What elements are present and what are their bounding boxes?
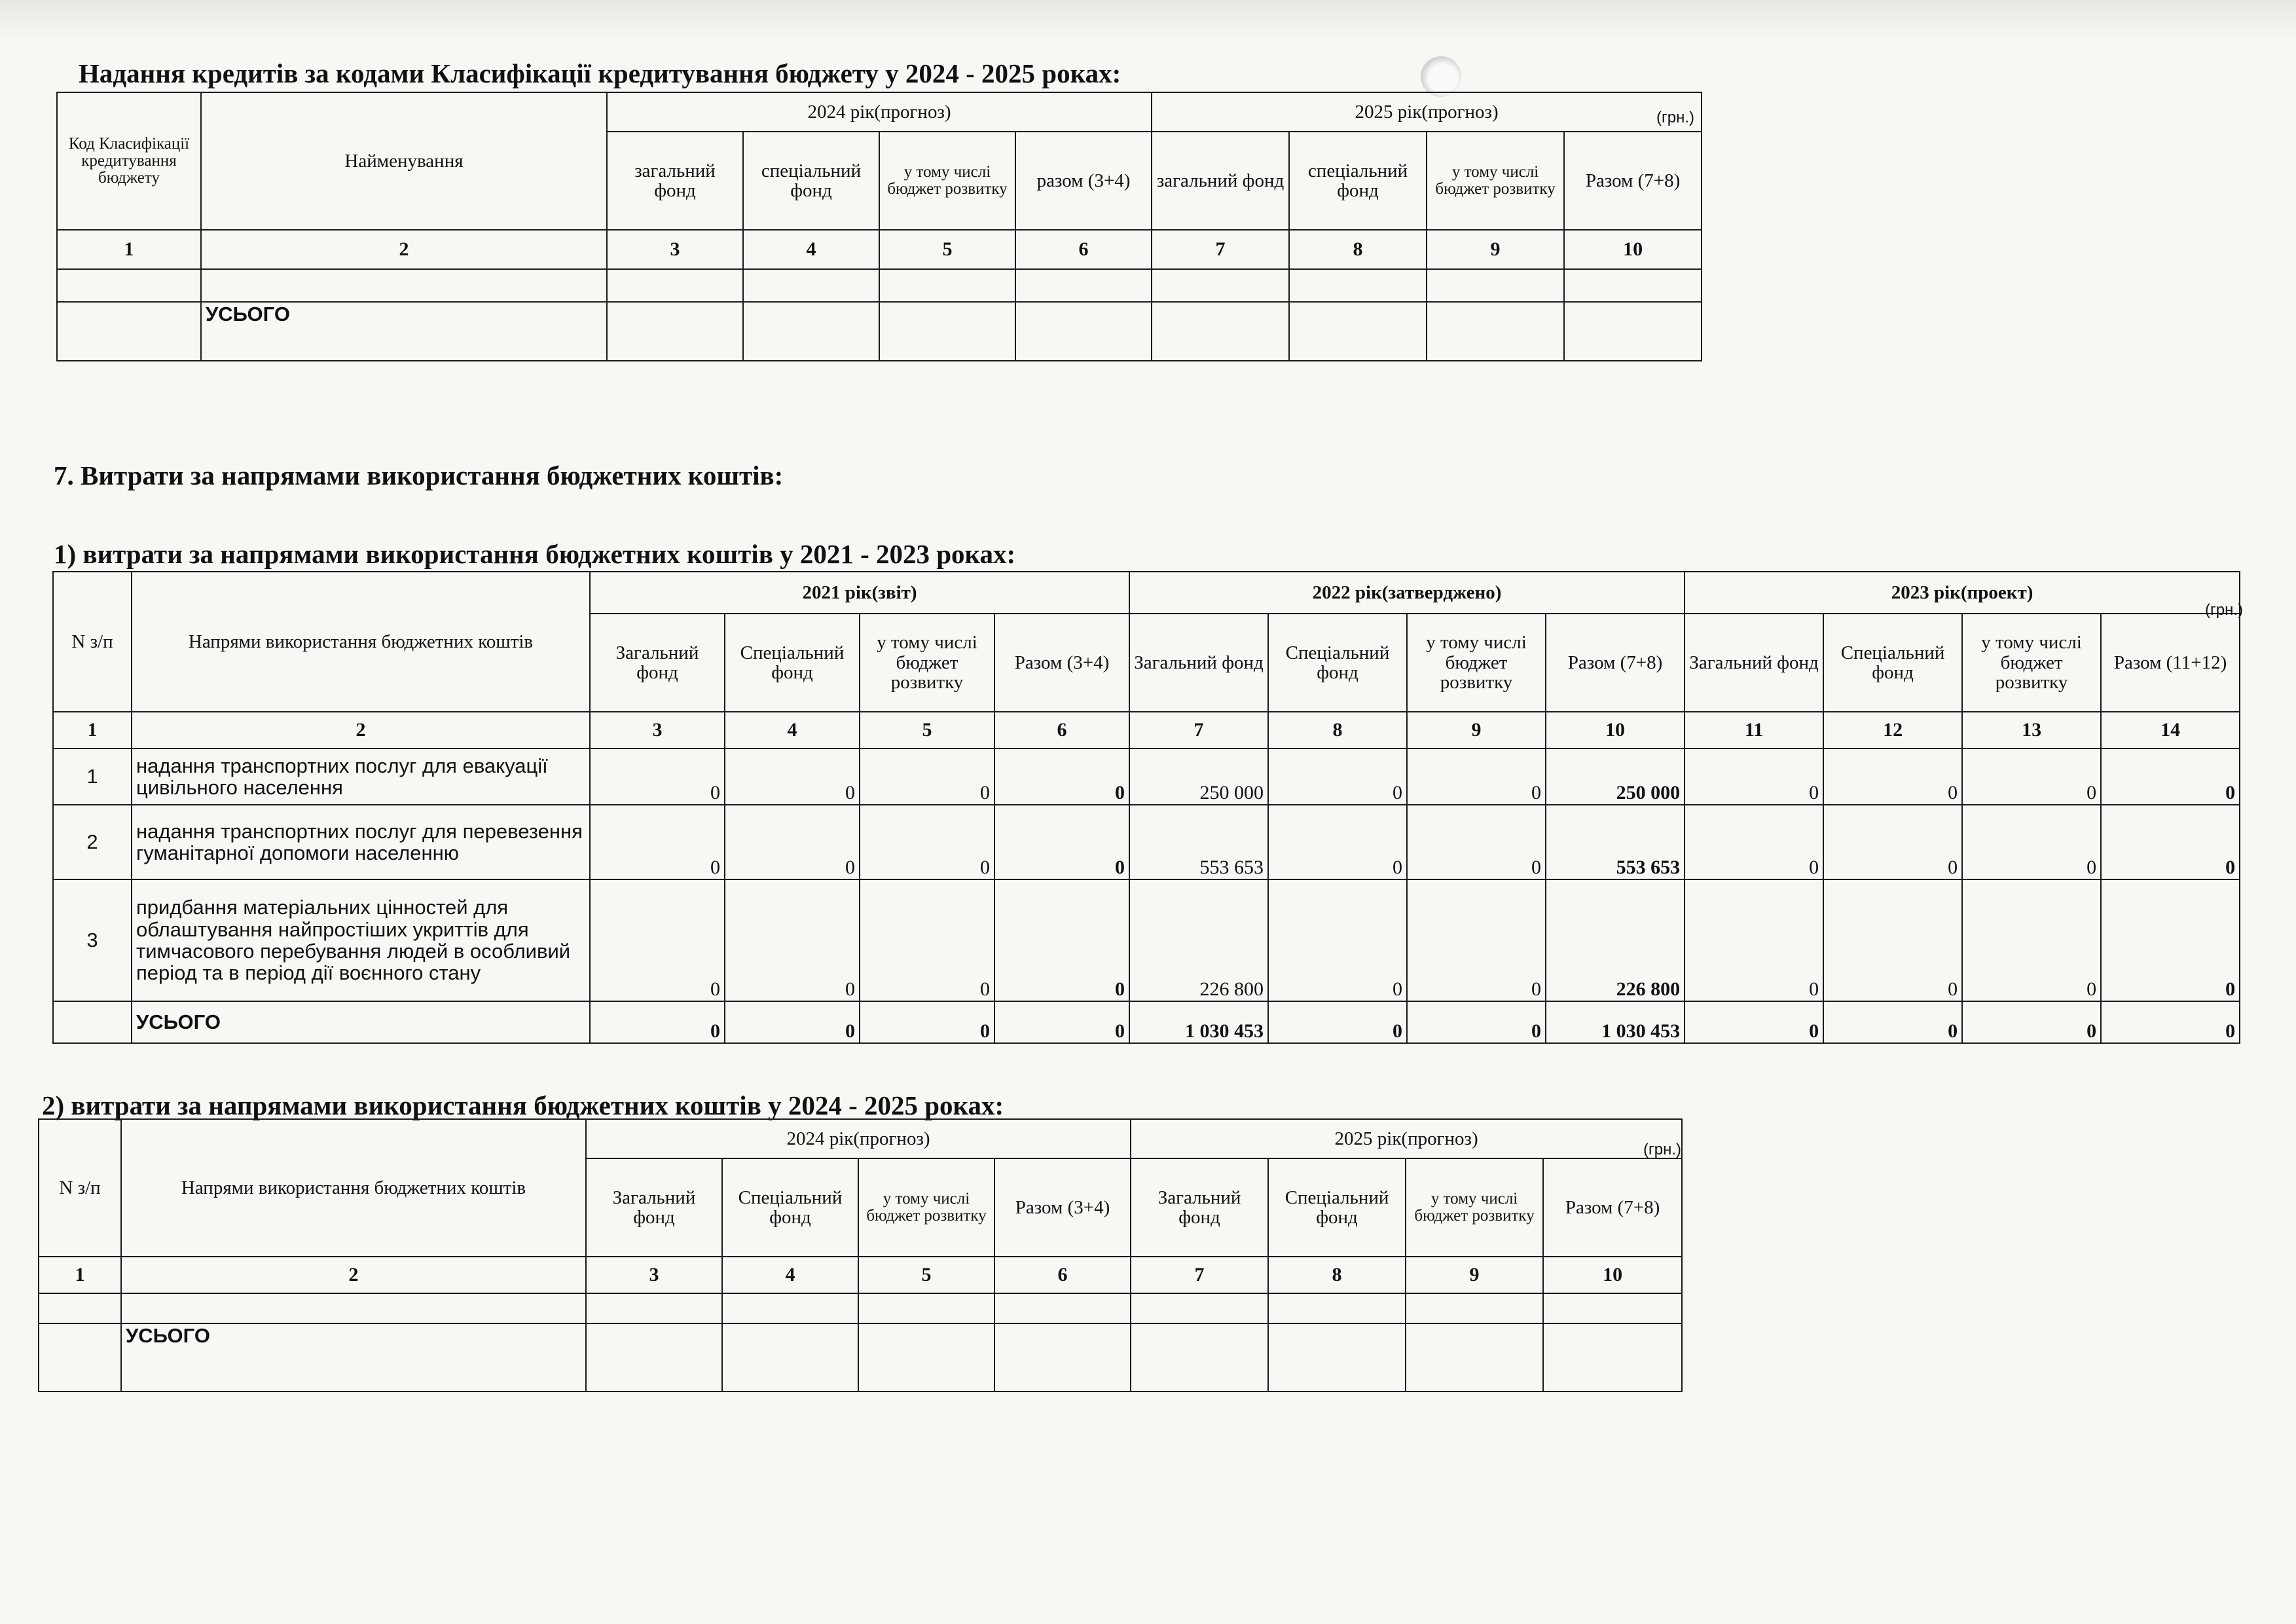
cell-value: 0 bbox=[1685, 748, 1823, 805]
col-number: 2 bbox=[132, 712, 590, 748]
col-number: 12 bbox=[1823, 712, 1962, 748]
col-number: 7 bbox=[1131, 1257, 1268, 1293]
col-header: Спеціальний фонд bbox=[722, 1158, 858, 1257]
cell-value: 0 bbox=[1407, 748, 1546, 805]
total-row bbox=[57, 302, 1702, 361]
col-header: Разом (7+8) bbox=[1543, 1158, 1682, 1257]
year-2024-header: 2024 рік(прогноз) bbox=[607, 92, 1152, 132]
cell-value: 0 bbox=[1823, 805, 1962, 879]
col-number: 9 bbox=[1427, 230, 1564, 269]
section6-heading: Надання кредитів за кодами Класифікації кредитування бюджету у 2024 - 2025 роках: bbox=[79, 58, 1121, 88]
table2-heading: 2) витрати за напрямами використання бюджетних коштів у 2024 - 2025 роках: bbox=[42, 1090, 1004, 1120]
col-number: 1 bbox=[39, 1257, 121, 1293]
cell-value: 0 bbox=[1685, 879, 1823, 1001]
total-label: УСЬОГО bbox=[121, 1323, 586, 1392]
col-header: у тому числі бюджет розвитку bbox=[858, 1158, 994, 1257]
year-2025-header: 2025 рік(прогноз) bbox=[1152, 92, 1702, 132]
cell-value: 0 bbox=[860, 879, 994, 1001]
total-value: 0 bbox=[1268, 1001, 1407, 1043]
col-number: 6 bbox=[1015, 230, 1152, 269]
total-value: 0 bbox=[1962, 1001, 2101, 1043]
col-header: Загальний фонд bbox=[590, 614, 725, 712]
col-number: 6 bbox=[994, 1257, 1131, 1293]
row-direction: надання транспортних послуг для перевезення гуманітарної допомоги населенню bbox=[132, 805, 590, 879]
table-row bbox=[39, 1293, 1682, 1323]
col-number: 13 bbox=[1962, 712, 2101, 748]
section7-heading: 7. Витрати за напрямами використання бюджетних коштів: bbox=[54, 460, 784, 490]
total-value: 1 030 453 bbox=[1546, 1001, 1685, 1043]
table-row bbox=[53, 748, 2240, 805]
col-header: Спеціальний фонд bbox=[1268, 1158, 1406, 1257]
cell-value: 0 bbox=[1407, 879, 1546, 1001]
total-row bbox=[39, 1323, 1682, 1392]
cell-value: 226 800 bbox=[1129, 879, 1268, 1001]
row-direction: надання транспортних послуг для евакуації цивільного населення bbox=[132, 748, 590, 805]
year-2024-header: 2024 рік(прогноз) bbox=[586, 1119, 1131, 1158]
col-number: 5 bbox=[879, 230, 1015, 269]
cell-value: 0 bbox=[860, 748, 994, 805]
col-direction-header: Напрями використання бюджетних коштів bbox=[132, 572, 590, 712]
section6-unit: (грн.) bbox=[1656, 109, 1695, 126]
col-number: 2 bbox=[121, 1257, 586, 1293]
col-number: 10 bbox=[1564, 230, 1702, 269]
col-number: 5 bbox=[860, 712, 994, 748]
col-name-header: Найменування bbox=[201, 92, 607, 230]
year-2022-header: 2022 рік(затверджено) bbox=[1129, 572, 1685, 614]
table1-heading: 1) витрати за напрямами використання бюджетних коштів у 2021 - 2023 роках: bbox=[54, 539, 1016, 569]
year-2025-header: 2025 рік(прогноз) bbox=[1131, 1119, 1682, 1158]
cell-value: 0 bbox=[1268, 879, 1407, 1001]
cell-value: 0 bbox=[1685, 805, 1823, 879]
col-header: Загальний фонд bbox=[586, 1158, 722, 1257]
table-row bbox=[53, 805, 2240, 879]
total-label: УСЬОГО bbox=[201, 302, 607, 361]
total-value: 0 bbox=[725, 1001, 860, 1043]
col-header: Разом (11+12) bbox=[2101, 614, 2240, 712]
cell-value: 0 bbox=[590, 805, 725, 879]
col-number: 3 bbox=[586, 1257, 722, 1293]
row-number: 2 bbox=[53, 805, 132, 879]
year-2023-header: 2023 рік(проект) bbox=[1685, 572, 2240, 614]
col-number: 7 bbox=[1152, 230, 1289, 269]
col-header: у тому числі бюджет розвитку bbox=[860, 614, 994, 712]
scan-edge-shadow bbox=[0, 0, 2296, 39]
col-number: 1 bbox=[53, 712, 132, 748]
cell-value: 0 bbox=[1268, 748, 1407, 805]
cell-value: 553 653 bbox=[1129, 805, 1268, 879]
col-header: спеціальний фонд bbox=[743, 132, 879, 230]
col-number: 9 bbox=[1407, 712, 1546, 748]
cell-value: 0 bbox=[1962, 748, 2101, 805]
col-header: Загальний фонд bbox=[1129, 614, 1268, 712]
punch-hole bbox=[1421, 56, 1461, 97]
cell-value: 0 bbox=[2101, 805, 2240, 879]
row-direction: придбання матеріальних цінностей для облаштування найпростіших укриттів для тимчасового перебування людей в особливий період та в період дії воєнного стану bbox=[132, 879, 590, 1001]
col-header: Спеціальний фонд bbox=[1823, 614, 1962, 712]
year-2021-header: 2021 рік(звіт) bbox=[590, 572, 1129, 614]
cell-value: 226 800 bbox=[1546, 879, 1685, 1001]
table2-unit: (грн.) bbox=[1643, 1141, 1682, 1158]
table-row bbox=[53, 879, 2240, 1001]
row-number: 1 bbox=[53, 748, 132, 805]
col-header: у тому числі бюджет розвитку bbox=[1962, 614, 2101, 712]
cell-value: 0 bbox=[725, 748, 860, 805]
col-number: 4 bbox=[743, 230, 879, 269]
col-number: 10 bbox=[1546, 712, 1685, 748]
cell-value: 0 bbox=[994, 879, 1129, 1001]
cell-value: 0 bbox=[1962, 879, 2101, 1001]
cell-value: 250 000 bbox=[1546, 748, 1685, 805]
col-header: Спеціальний фонд bbox=[1268, 614, 1407, 712]
col-number: 10 bbox=[1543, 1257, 1682, 1293]
cell-value: 0 bbox=[994, 748, 1129, 805]
cell-value: 0 bbox=[590, 879, 725, 1001]
col-header: разом (3+4) bbox=[1015, 132, 1152, 230]
col-number: 6 bbox=[994, 712, 1129, 748]
cell-value: 0 bbox=[590, 748, 725, 805]
col-code-header: Код Класифікації кредитування бюджету bbox=[57, 92, 201, 230]
col-direction-header: Напрями використання бюджетних коштів bbox=[121, 1119, 586, 1257]
cell-value: 0 bbox=[725, 879, 860, 1001]
col-number: 5 bbox=[858, 1257, 994, 1293]
total-value: 0 bbox=[1685, 1001, 1823, 1043]
cell-value: 0 bbox=[1268, 805, 1407, 879]
col-number: 3 bbox=[607, 230, 743, 269]
expenses-2024-2025-table bbox=[38, 1118, 1683, 1392]
expenses-2021-2023-table bbox=[52, 571, 2240, 1044]
col-header: Разом (7+8) bbox=[1546, 614, 1685, 712]
col-number: 8 bbox=[1268, 1257, 1406, 1293]
col-number: 7 bbox=[1129, 712, 1268, 748]
cell-value: 0 bbox=[725, 805, 860, 879]
cell-value: 0 bbox=[2101, 879, 2240, 1001]
col-n-header: N з/п bbox=[53, 572, 132, 712]
total-value: 0 bbox=[1407, 1001, 1546, 1043]
col-number: 4 bbox=[722, 1257, 858, 1293]
total-value: 0 bbox=[590, 1001, 725, 1043]
table1-unit: (грн.) bbox=[2205, 601, 2244, 619]
col-header: Загальний фонд bbox=[1685, 614, 1823, 712]
col-header: у тому числі бюджет розвитку bbox=[1427, 132, 1564, 230]
col-header: Спеціальний фонд bbox=[725, 614, 860, 712]
col-number: 14 bbox=[2101, 712, 2240, 748]
col-number: 8 bbox=[1268, 712, 1407, 748]
col-header: Загальний фонд bbox=[1131, 1158, 1268, 1257]
col-header: у тому числі бюджет розвитку bbox=[1406, 1158, 1543, 1257]
cell-value: 0 bbox=[994, 805, 1129, 879]
col-number: 2 bbox=[201, 230, 607, 269]
cell-value: 0 bbox=[860, 805, 994, 879]
total-value: 0 bbox=[860, 1001, 994, 1043]
cell-value: 553 653 bbox=[1546, 805, 1685, 879]
col-header: у тому числі бюджет розвитку bbox=[1407, 614, 1546, 712]
total-value: 0 bbox=[2101, 1001, 2240, 1043]
col-number: 3 bbox=[590, 712, 725, 748]
cell-value: 0 bbox=[1962, 805, 2101, 879]
col-header: Разом (3+4) bbox=[994, 1158, 1131, 1257]
row-number: 3 bbox=[53, 879, 132, 1001]
cell-value: 250 000 bbox=[1129, 748, 1268, 805]
total-value: 0 bbox=[1823, 1001, 1962, 1043]
col-header: спеціальний фонд bbox=[1289, 132, 1427, 230]
table-row bbox=[57, 269, 1702, 302]
cell-value: 0 bbox=[2101, 748, 2240, 805]
total-value: 0 bbox=[994, 1001, 1129, 1043]
total-value: 1 030 453 bbox=[1129, 1001, 1268, 1043]
total-label: УСЬОГО bbox=[132, 1001, 590, 1043]
col-number: 4 bbox=[725, 712, 860, 748]
col-number: 11 bbox=[1685, 712, 1823, 748]
cell-value: 0 bbox=[1823, 748, 1962, 805]
total-row bbox=[53, 1001, 2240, 1043]
col-header: Разом (7+8) bbox=[1564, 132, 1702, 230]
col-number: 8 bbox=[1289, 230, 1427, 269]
col-header: Разом (3+4) bbox=[994, 614, 1129, 712]
col-header: у тому числі бюджет розвитку bbox=[879, 132, 1015, 230]
col-header: загальний фонд bbox=[1152, 132, 1289, 230]
col-number: 9 bbox=[1406, 1257, 1543, 1293]
credits-table bbox=[56, 92, 1702, 361]
col-header: загальний фонд bbox=[607, 132, 743, 230]
col-n-header: N з/п bbox=[39, 1119, 121, 1257]
cell-value: 0 bbox=[1407, 805, 1546, 879]
cell-value: 0 bbox=[1823, 879, 1962, 1001]
col-number: 1 bbox=[57, 230, 201, 269]
